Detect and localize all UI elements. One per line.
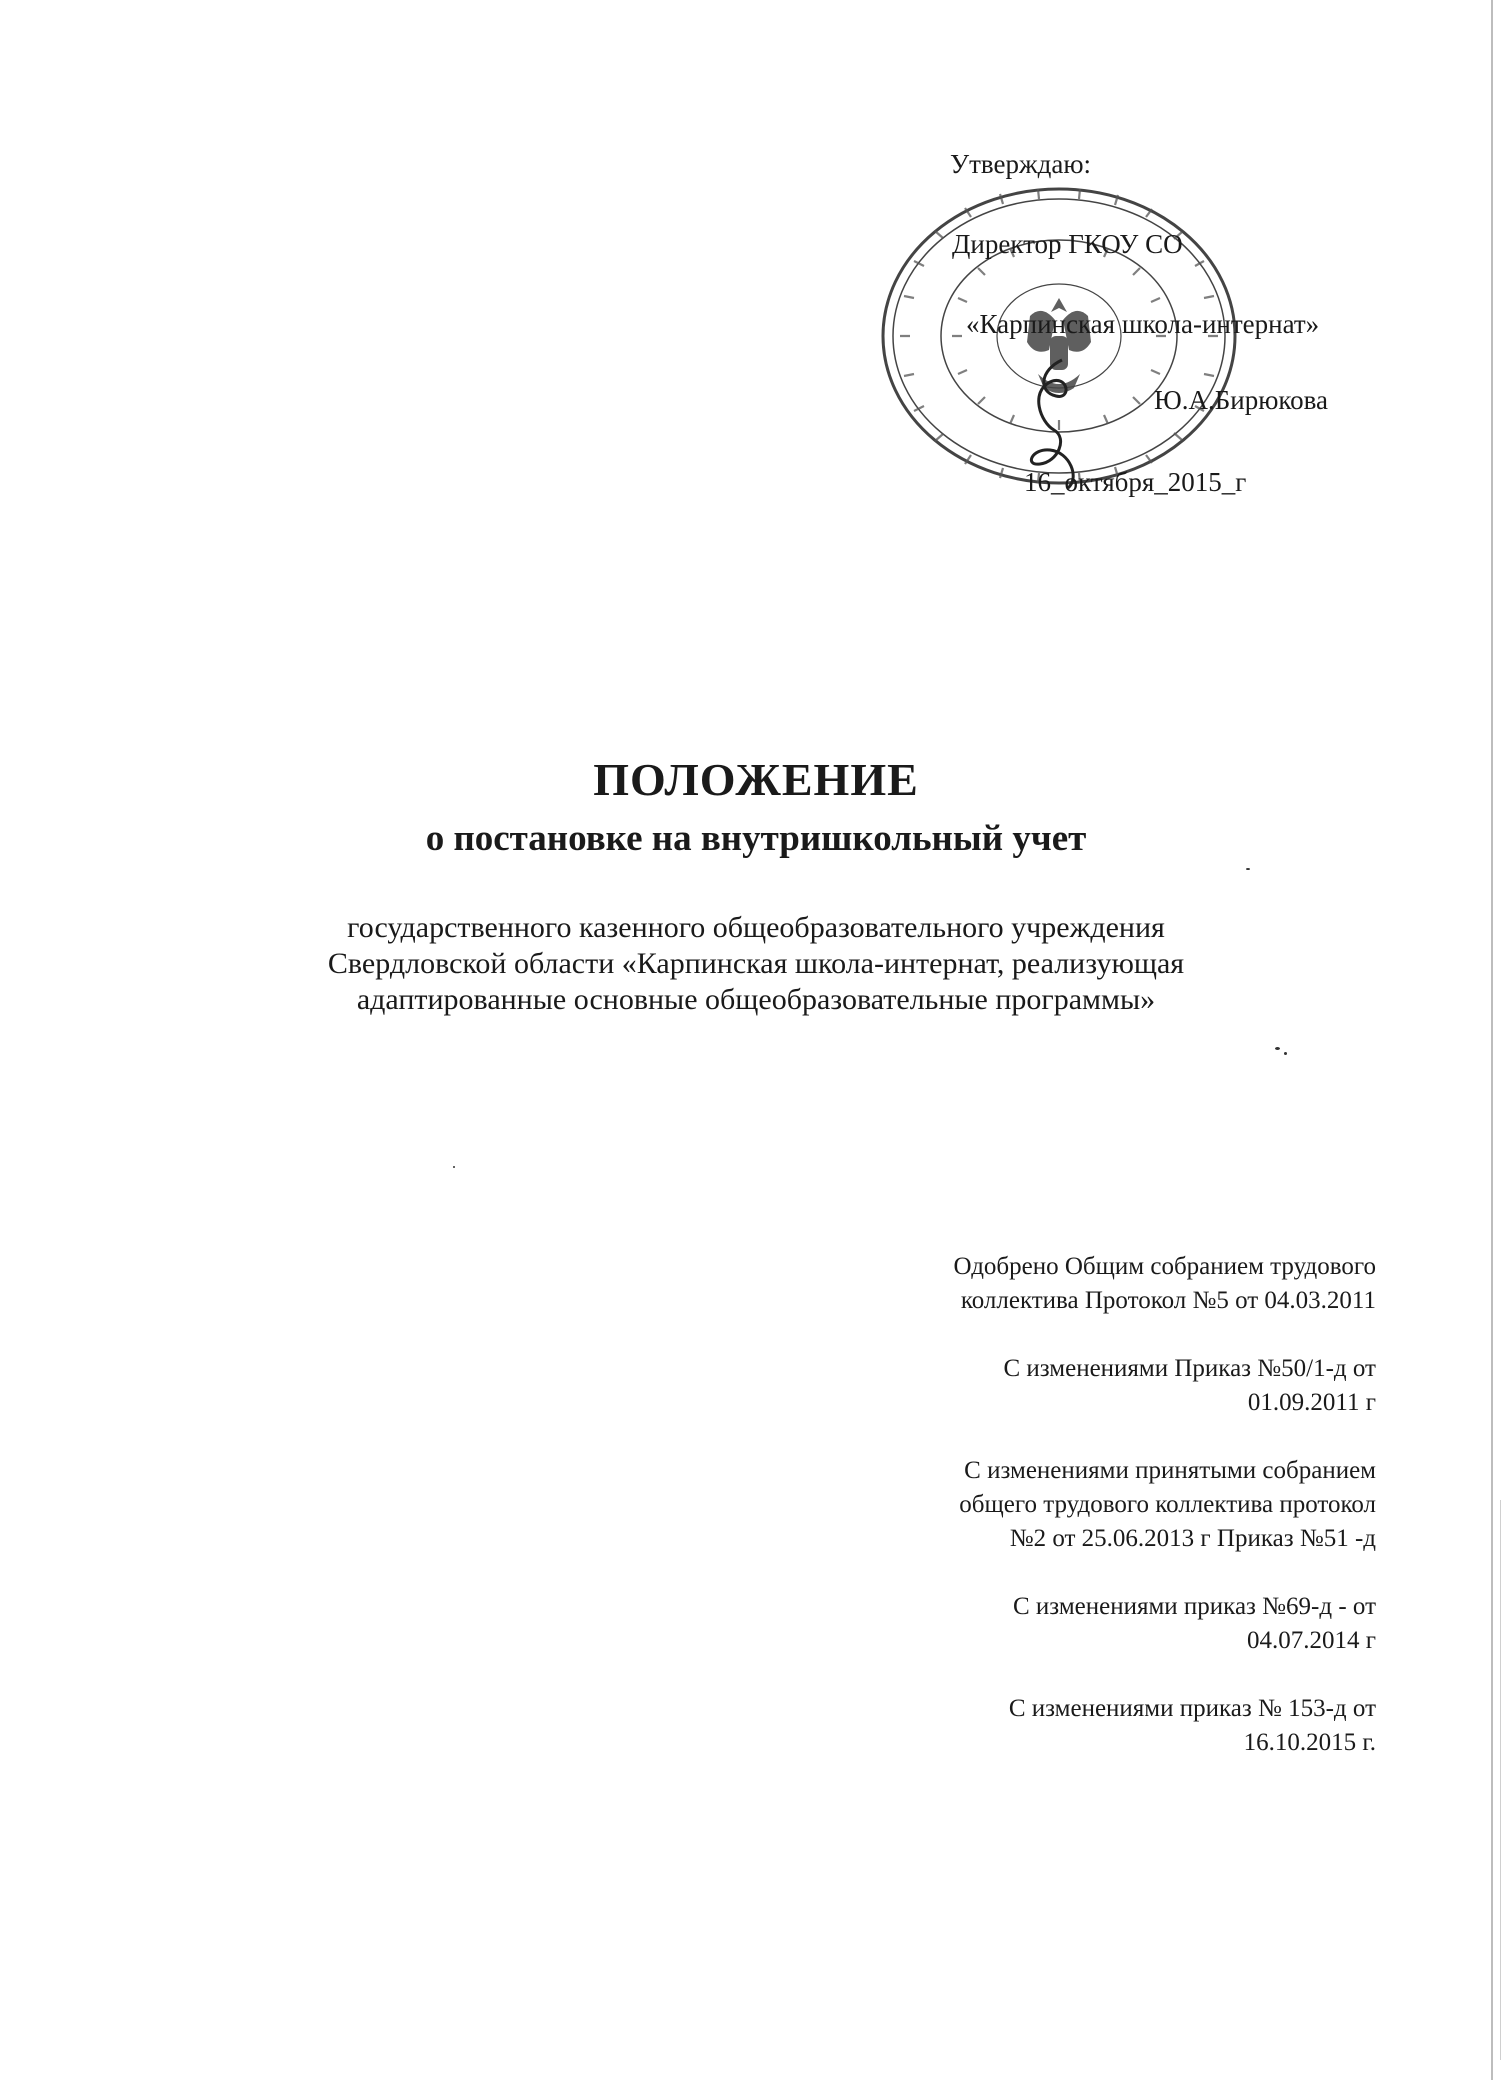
approval-school: «Карпинская школа-интернат» <box>966 309 1320 339</box>
document-subtitle: о постановке на внутришкольный учет <box>425 818 1087 860</box>
scan-speck <box>1275 1047 1280 1050</box>
amendment-line: С изменениями Приказ №50/1-д от <box>1003 1355 1376 1382</box>
amendment-line: 16.10.2015 г. <box>1243 1729 1376 1756</box>
scan-speck <box>1246 868 1250 870</box>
scan-edge-line <box>1500 1500 1501 2060</box>
organization-line: Свердловской области «Карпинская школа-интернат, реализующая <box>327 947 1185 980</box>
amendment-note <box>860 1352 1376 1420</box>
scan-speck <box>453 1166 455 1168</box>
amendment-line: коллектива Протокол №5 от 04.03.2011 <box>960 1287 1376 1314</box>
amendment-note <box>860 1692 1376 1760</box>
document-heading <box>0 752 1512 862</box>
organization-line: государственного казенного общеобразовательного учреждения <box>347 911 1165 944</box>
scan-edge-line <box>1491 0 1493 2080</box>
amendment-note <box>860 1590 1376 1658</box>
amendments-list <box>860 1250 1376 1794</box>
amendment-note <box>860 1454 1376 1556</box>
amendment-line: 01.09.2011 г <box>1247 1389 1376 1416</box>
amendment-line: Одобрено Общим собранием трудового <box>953 1253 1376 1280</box>
approval-name: Ю.А.Бирюкова <box>1154 385 1328 415</box>
organization-line: адаптированные основные общеобразовательные программы» <box>356 983 1156 1016</box>
approval-date: 16_октября_2015_г <box>1024 467 1247 497</box>
organization-name <box>0 910 1512 1018</box>
approval-director: Директор ГКОУ СО <box>952 229 1183 259</box>
amendment-line: 04.07.2014 г <box>1246 1627 1376 1654</box>
document-title: ПОЛОЖЕНИЕ <box>593 754 919 805</box>
amendment-line: С изменениями приказ №69-д - от <box>1013 1593 1376 1620</box>
amendment-line: общего трудового коллектива протокол <box>959 1491 1376 1518</box>
amendment-line: №2 от 25.06.2013 г Приказ №51 -д <box>1009 1525 1376 1552</box>
scan-speck <box>1284 1052 1287 1055</box>
amendment-line: С изменениями приказ № 153-д от <box>1008 1695 1376 1722</box>
approval-heading: Утверждаю: <box>950 149 1092 179</box>
amendment-note <box>860 1250 1376 1318</box>
amendment-line: С изменениями принятыми собранием <box>964 1457 1376 1484</box>
